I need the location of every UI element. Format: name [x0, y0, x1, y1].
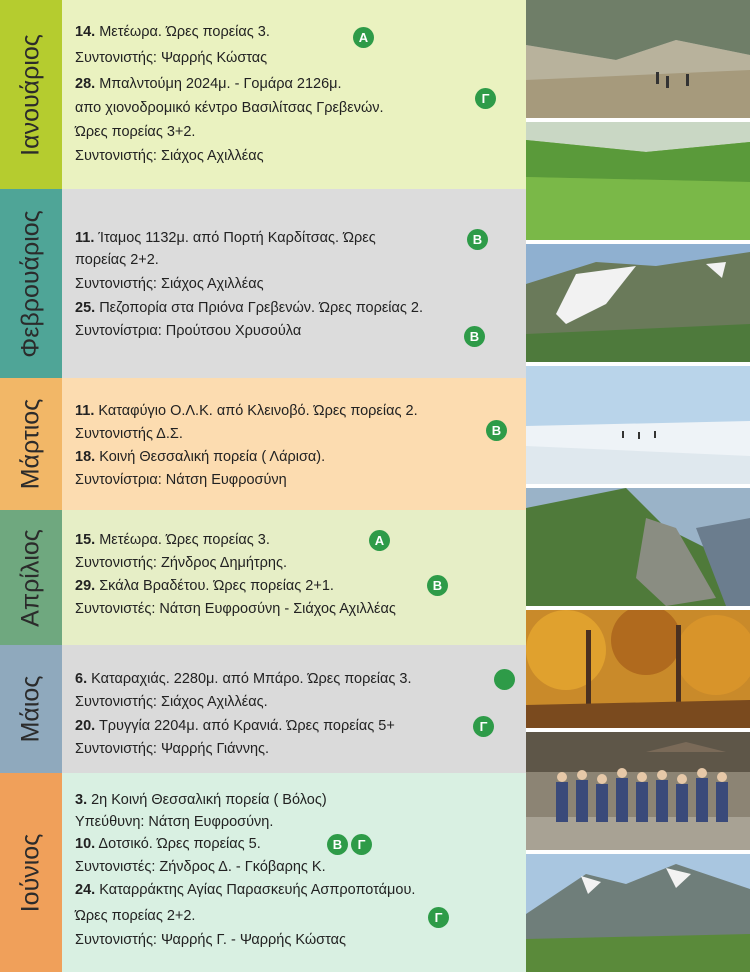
event-line: 25. Πεζοπορία στα Πριόνα Γρεβενών. Ώρες πορείας 2. [75, 300, 424, 316]
difficulty-badge: Γ [428, 907, 449, 928]
month-march [0, 378, 526, 510]
event-line: Συντονιστές: Ζήνδρος Δ. - Γκόβαρης Κ. [75, 859, 326, 875]
month-events [62, 510, 526, 645]
event-line: 11. Ίταμος 1132μ. από Πορτή Καρδίτσας. Ώρες [75, 230, 376, 246]
event-line: απο χιονοδρομικό κέντρο Βασιλίτσας Γρεβενών. [75, 100, 384, 116]
month-april [0, 510, 526, 645]
month-events [62, 773, 526, 972]
event-line: 14. Μετέωρα. Ώρες πορείας 3. [75, 24, 270, 40]
event-line: 28. Μπαλντούμη 2024μ. - Γομάρα 2126μ. [75, 76, 342, 92]
mountain-panorama-photo [526, 854, 750, 972]
month-name: Μάρτιος [16, 398, 45, 490]
snowfield-photo [526, 366, 750, 484]
event-line: 29. Σκάλα Βραδέτου. Ώρες πορείας 2+1. [75, 578, 334, 594]
autumn-forest-photo [526, 610, 750, 728]
difficulty-badge: Γ [473, 716, 494, 737]
event-line: 6. Καταραχιάς. 2280μ. από Μπάρο. Ώρες πορείας 3. [75, 671, 412, 687]
month-events [62, 189, 526, 378]
month-events [62, 645, 526, 773]
difficulty-badge: Β [467, 229, 488, 250]
difficulty-badge: Β [427, 575, 448, 596]
month-events [62, 0, 526, 189]
event-line: 24. Καταρράκτης Αγίας Παρασκευής Ασπροποτάμου. [75, 882, 416, 898]
month-events [62, 378, 526, 510]
event-line: Συντονιστής Δ.Σ. [75, 426, 183, 442]
event-line: Ώρες πορείας 3+2. [75, 124, 196, 140]
event-line: Υπεύθυνη: Νάτση Ευφροσύνη. [75, 814, 274, 830]
month-name: Ιανουάριος [16, 33, 45, 156]
event-line: 20. Τρυγγία 2204μ. από Κρανιά. Ώρες πορείας 5+ [75, 718, 395, 734]
month-february [0, 189, 526, 378]
month-january [0, 0, 526, 189]
event-line: Συντονιστής: Ψαρρής Κώστας [75, 50, 268, 66]
event-line: Συντονιστές: Νάτση Ευφροσύνη - Σιάχος Αχιλλέας [75, 601, 396, 617]
event-line: Συντονιστής: Ψαρρής Γιάννης. [75, 741, 270, 757]
difficulty-badge: Γ [351, 834, 372, 855]
event-line: 18. Κοινή Θεσσαλική πορεία ( Λάρισα). [75, 449, 326, 465]
difficulty-badge: Α [353, 27, 374, 48]
event-line: 15. Μετέωρα. Ώρες πορείας 3. [75, 532, 270, 548]
event-line: Συντονιστής: Ζήνδρος Δημήτρης. [75, 555, 287, 571]
difficulty-badge: Β [464, 326, 485, 347]
difficulty-badge: Β [486, 420, 507, 441]
snowy-ridge-photo [526, 244, 750, 362]
event-line: 3. 2η Κοινή Θεσσαλική πορεία ( Βόλος) [75, 792, 327, 808]
month-name: Ιούνιος [16, 833, 45, 912]
difficulty-badge: Α [369, 530, 390, 551]
month-label-bar [0, 189, 62, 378]
month-label-bar [0, 378, 62, 510]
difficulty-badge: Β [327, 834, 348, 855]
group-photo [526, 732, 750, 850]
event-line: 10. Δοτσικό. Ώρες πορείας 5. [75, 836, 261, 852]
month-label-bar [0, 773, 62, 972]
event-line: Ώρες πορείας 2+2. [75, 908, 196, 924]
month-june [0, 773, 526, 972]
month-name: Φεβρουάριος [16, 209, 45, 358]
month-label-bar [0, 645, 62, 773]
month-may [0, 645, 526, 773]
month-name: Απρίλιος [16, 528, 45, 627]
month-name: Μάιος [16, 675, 45, 743]
event-line: Συντονιστής: Σιάχος Αχιλλέας [75, 276, 264, 292]
event-line: πορείας 2+2. [75, 252, 159, 268]
difficulty-badge [494, 669, 515, 690]
photo-column [526, 0, 750, 972]
month-label-bar [0, 510, 62, 645]
rocky-cliff-photo [526, 488, 750, 606]
month-label-bar [0, 0, 62, 189]
green-meadow-photo [526, 122, 750, 240]
event-line: 11. Καταφύγιο Ο.Λ.Κ. από Κλεινοβό. Ώρες πορείας 2. [75, 403, 418, 419]
event-line: Συντονίστρια: Προύτσου Χρυσούλα [75, 323, 302, 339]
event-line: Συντονιστής: Σιάχος Αχιλλέας. [75, 694, 268, 710]
mountain-hikers-photo [526, 0, 750, 118]
event-line: Συντονιστής: Σιάχος Αχιλλέας [75, 148, 264, 164]
difficulty-badge: Γ [475, 88, 496, 109]
event-line: Συντονιστής: Ψαρρής Γ. - Ψαρρής Κώστας [75, 932, 346, 948]
event-line: Συντονίστρια: Νάτση Ευφροσύνη [75, 472, 287, 488]
